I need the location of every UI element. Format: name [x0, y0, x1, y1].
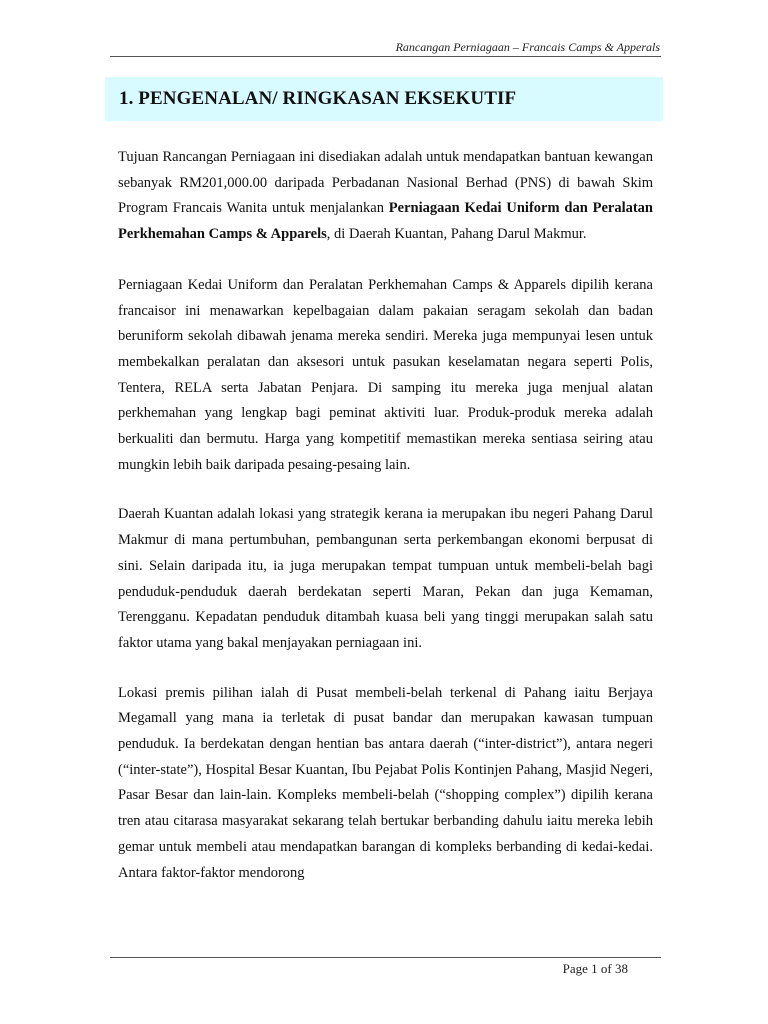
paragraph-purpose-start: Tujuan Rancangan Perniagaan ini disediakan adalah untuk mendapatkan bantuan kewangan sebanyak RM201,000.00 daripada Perbadanan Nasional Berhad (PNS) di bawah Skim Program Francais Wanita untuk menjalankan: [118, 149, 653, 217]
page-number: Page 1 of 38: [562, 961, 628, 976]
running-header: Rancangan Perniagaan – Francais Camps & Apperals: [395, 40, 660, 54]
business-name-bold: Perniagaan Kedai Uniform dan Peralatan Perkhemahan Camps & Apparels: [118, 200, 653, 243]
section-heading-text: 1. PENGENALAN/ RINGKASAN EKSEKUTIF: [119, 88, 517, 109]
paragraph-location: Daerah Kuantan adalah lokasi yang strategik kerana ia merupakan ibu negeri Pahang Darul Makmur di mana pertumbuhan, pembangunan serta perkembangan ekonomi berpusat di sini. Selain daripada itu, ia juga merupakan tempat tumpuan untuk membeli-belah bagi penduduk-penduduk daerah berdekatan seperti Maran, Pekan dan juga Kemaman, Terengganu. Kepadatan penduduk ditambah kuasa beli yang tinggi merupakan salah satu faktor utama yang bakal menjayakan perniagaan ini.: [118, 506, 653, 651]
paragraph-franchise: Perniagaan Kedai Uniform dan Peralatan Perkhemahan Camps & Apparels dipilih kerana francaisor ini menawarkan kepelbagaian dalam pakaian seragam sekolah dan badan beruniform sekolah dibawah jenama mereka sendiri. Mereka juga mempunyai lesen untuk membekalkan peralatan dan aksesori untuk pasukan keselamatan negara seperti Polis, Tentera, RELA serta Jabatan Penjara. Di samping itu mereka juga menjual alatan perkhemahan yang lengkap bagi peminat aktiviti luar. Produk-produk mereka adalah berkualiti dan bermutu. Harga yang kompetitif memastikan mereka sentiasa seiring atau mungkin lebih baik daripada pesaing-pesaing lain.: [118, 276, 653, 473]
footer-divider: [110, 957, 661, 958]
header-divider: [110, 56, 661, 57]
paragraph-purpose: [118, 145, 653, 248]
body-text: [118, 145, 653, 911]
paragraph-purpose-end: , di Daerah Kuantan, Pahang Darul Makmur.: [326, 226, 587, 243]
paragraph-premises: Lokasi premis pilihan ialah di Pusat membeli-belah terkenal di Pahang iaitu Berjaya Megamall yang mana ia terletak di pusat bandar dan merupakan kawasan tumpuan penduduk. Ia berdekatan dengan hentian bas antara daerah (“inter-district”), antara negeri (“inter-state”), Hospital Besar Kuantan, Ibu Pejabat Polis Kontinjen Pahang, Masjid Negeri, Pasar Besar dan lain-lain. Kompleks membeli-belah (“shopping complex”) dipilih kerana tren atau citarasa masyarakat sekarang telah bertukar berbanding dahulu iaitu mereka lebih gemar untuk membeli atau mendapatkan barangan di kompleks berbanding di kedai-kedai. Antara faktor-faktor mendorong: [118, 684, 653, 881]
section-heading: [105, 77, 663, 121]
